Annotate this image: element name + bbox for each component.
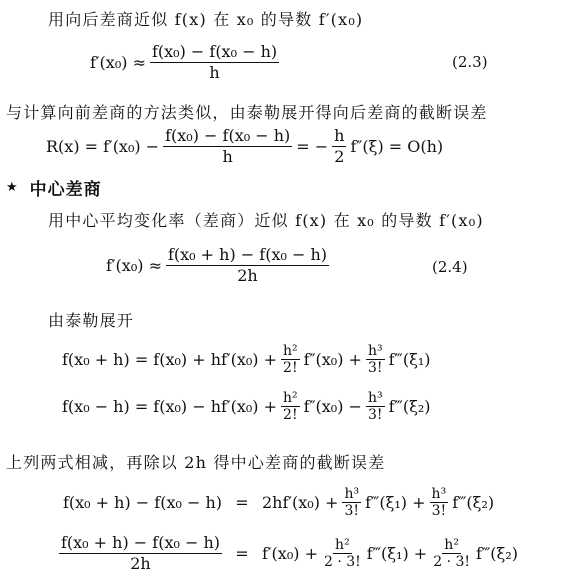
s2-a-fraction — [322, 537, 363, 570]
star-icon: ★ — [6, 180, 18, 195]
t1-a-denominator: 2! — [283, 360, 298, 376]
t2-a-denominator: 2! — [283, 407, 298, 423]
backward-intro-text: 用向后差商近似 f(x) 在 x₀ 的导数 f′(x₀) — [48, 10, 364, 29]
taylor-expansion-plus — [62, 343, 431, 376]
eq23-numerator: f(x₀) − f(x₀ − h) — [151, 42, 278, 61]
r-mid: = − — [296, 137, 329, 156]
r-denominator: h — [222, 147, 233, 166]
t2-tail: f‴(ξ₂) — [388, 397, 431, 416]
s1-b-fraction — [430, 486, 449, 519]
eq24-denominator: 2h — [237, 266, 258, 285]
s1-lhs: f(x₀ + h) − f(x₀ − h) — [62, 493, 222, 512]
s2-operator: = — [235, 544, 249, 563]
s2-rhs: f′(x₀) + — [262, 544, 318, 563]
t1-b-fraction — [366, 343, 385, 376]
s2-lhs — [38, 533, 222, 574]
s1-rhs: 2hf′(x₀) + — [262, 493, 339, 512]
taylor-expansion-text: 由泰勒展开 — [48, 311, 135, 330]
t2-mid: f″(x₀) − — [303, 397, 362, 416]
s2-lhs-fraction — [59, 533, 222, 574]
s2-mid: f‴(ξ₁) + — [366, 544, 428, 563]
t2-lhs: f(x₀ − h) = f(x₀) − hf′(x₀) + — [62, 397, 277, 416]
subtraction-equation-1 — [38, 486, 494, 519]
s2-a-denominator: 2 · 3! — [323, 554, 361, 570]
t2-b-fraction — [366, 390, 385, 423]
section-heading — [6, 175, 102, 200]
s1-tail: f‴(ξ₂) — [452, 493, 495, 512]
r-lhs: R(x) = f′(x₀) − — [46, 137, 160, 156]
s1-a-denominator: 3! — [344, 503, 360, 519]
equation-2-4 — [106, 245, 333, 286]
t1-b-numerator: h³ — [367, 343, 383, 359]
r-numerator: f(x₀) − f(x₀ − h) — [165, 126, 291, 145]
r-fraction — [163, 126, 292, 167]
t1-b-denominator: 3! — [368, 360, 383, 376]
eq24-numerator: f(x₀ + h) − f(x₀ − h) — [167, 245, 327, 264]
subtraction-equation-2 — [38, 533, 518, 574]
equation-number-2-4: (2.4) — [432, 258, 468, 276]
central-intro-text: 用中心平均变化率（差商）近似 f(x) 在 x₀ 的导数 f′(x₀) — [48, 211, 484, 230]
s2-lhs-numerator: f(x₀ + h) − f(x₀ − h) — [60, 533, 220, 552]
taylor-expansion-minus — [62, 390, 431, 423]
s1-operator: = — [235, 493, 249, 512]
central-difference-heading: 中心差商 — [29, 180, 102, 200]
s2-b-fraction — [431, 537, 472, 570]
t2-a-numerator: h² — [283, 390, 298, 406]
t1-lhs: f(x₀ + h) = f(x₀) + hf′(x₀) + — [62, 350, 277, 369]
s2-tail: f‴(ξ₂) — [476, 544, 518, 563]
t1-tail: f‴(ξ₁) — [388, 350, 431, 369]
remainder-equation — [46, 126, 443, 167]
eq23-fraction — [150, 42, 279, 83]
eq24-fraction — [166, 245, 329, 286]
s1-b-denominator: 3! — [431, 503, 447, 519]
s1-b-numerator: h³ — [431, 486, 447, 502]
r-h-numerator: h — [334, 126, 345, 145]
s2-b-denominator: 2 · 3! — [433, 554, 471, 570]
equation-2-3 — [90, 42, 283, 83]
eq24-lhs: f′(x₀) ≈ — [106, 256, 162, 275]
t1-a-numerator: h² — [283, 343, 298, 359]
r-h-fraction — [332, 126, 346, 167]
s1-a-fraction — [342, 486, 361, 519]
s1-a-numerator: h³ — [344, 486, 360, 502]
s2-lhs-denominator: 2h — [130, 554, 151, 573]
s2-b-numerator: h² — [444, 537, 459, 553]
s2-a-numerator: h² — [335, 537, 350, 553]
eq23-denominator: h — [209, 63, 220, 82]
r-tail: f″(ξ) = O(h) — [350, 137, 444, 156]
t1-a-fraction — [281, 343, 300, 376]
s1-mid: f‴(ξ₁) + — [365, 493, 426, 512]
eq23-lhs: f′(x₀) ≈ — [90, 53, 146, 72]
t2-a-fraction — [281, 390, 300, 423]
t2-b-denominator: 3! — [368, 407, 383, 423]
subtract-text: 上列两式相减，再除以 2h 得中心差商的截断误差 — [6, 453, 386, 472]
t1-mid: f″(x₀) + — [303, 350, 362, 369]
truncation-error-text: 与计算向前差商的方法类似，由泰勒展开得向后差商的截断误差 — [6, 103, 488, 122]
t2-b-numerator: h³ — [367, 390, 383, 406]
equation-number-2-3: (2.3) — [452, 53, 488, 71]
r-h-denominator: 2 — [334, 147, 345, 166]
